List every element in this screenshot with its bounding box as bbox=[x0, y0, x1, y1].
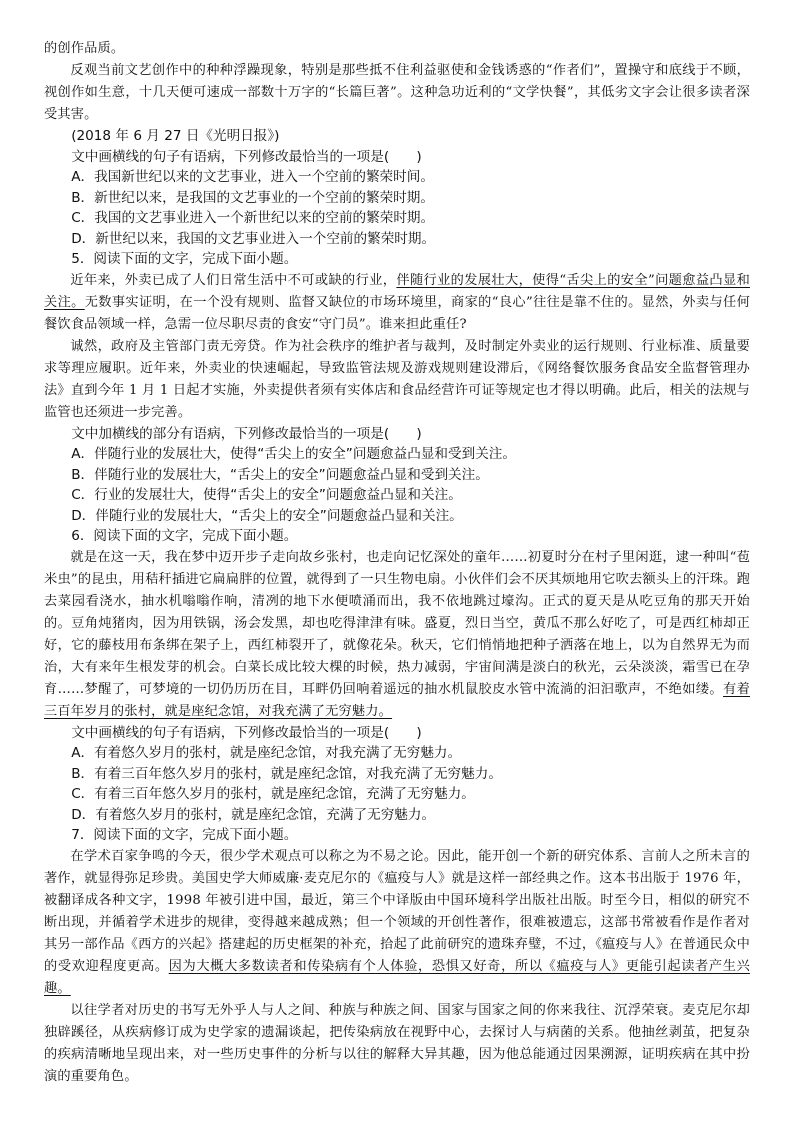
option-a: A．伴随行业的发展壮大，使得“舌尖上的安全”问题愈益凸显和受到关注。 bbox=[71, 446, 516, 462]
source-citation: (2018 年 6 月 27 日《光明日报》) bbox=[71, 128, 280, 144]
passage-paragraph bbox=[44, 270, 750, 336]
continuation-line: 的创作品质。 bbox=[44, 41, 125, 56]
passage-paragraph bbox=[44, 846, 750, 1000]
option-c: C．行业的发展壮大，使得“舌尖上的安全”问题愈益凸显和关注。 bbox=[71, 487, 462, 503]
passage-text: 就是在这一天，我在梦中迈开步子走向故乡张村，也走向记忆深处的童年……初夏时分在村子里闲逛，逮一种叫“苞米虫”的昆虫，用秸秆插进它扁扁胖的位置，就得到了一只生物电扇。小伙伴们会不厌其烦地用它吹去额头上的汗珠。跑去菜园看浇水，抽水机嗡嗡作响，清冽的地下水便喷涌而出，我不依地跳过壕沟。正式的夏天是从吃豆角的那天开始的。豆角炖猪肉，因为用铁锅，汤会发黑，却也吃得津津有味。盛夏，烈日当空，黄瓜不那么好吃了，可是西红柿却正好，它的藤枝用布条绑在架子上，西红柿裂开了，就像花朵。秋天，它们悄悄地把种子洒落在地上，以为自然界无为而治，大有来年生根发芽的机会。白菜长成比较大棵的时候，热力减弱，宇宙间满是淡白的秋光，云朵淡淡，霜雪已在孕育……梦醒了，可梦境的一切仍历历在目，耳畔仍回响着遥远的抽水机鼠胶皮水管中流淌的汩汩歌声，不绝如缕。 bbox=[44, 549, 750, 697]
underlined-sentence: 有着三百年岁月的张村，就是座纪念馆，对我充满了无穷魅力。 bbox=[44, 681, 751, 719]
option-c: C．有着三百年悠久岁月的张村，就是座纪念馆，充满了无穷魅力。 bbox=[71, 786, 475, 802]
underlined-sentence: 伴随行业的发展壮大，使得“舌尖上的安全”问题愈益凸显和关注。 bbox=[44, 272, 750, 310]
option-d: D．伴随行业的发展壮大，“舌尖上的安全”问题愈益凸显和关注。 bbox=[71, 507, 463, 524]
passage-paragraph: 反观当前文艺创作中的种种浮躁现象，特别是那些抵不住利益驱使和金钱诱惑的“作者们”，置操守和底线于不顾，视创作如生意，十几天便可速成一部数十万字的“长篇巨著”。这种急功近利的“文学快餐”，其低劣文字会让很多读者深受其害。 bbox=[44, 63, 750, 122]
underlined-sentence: 因为大概大多数读者和传染病有个人体验，恐惧又好奇，所以《瘟疫与人》更能引起读者产生兴趣。 bbox=[44, 958, 750, 996]
option-d: D．新世纪以来，我国的文艺事业进入一个空前的繁荣时期。 bbox=[71, 230, 436, 247]
passage-paragraph: 诚然，政府及主管部门责无旁贷。作为社会秩序的维护者与裁判，及时制定外卖业的运行规则、行业标准、质量要求等理应履职。近年来，外卖业的快速崛起，导致监管法规及游戏规则建设滞后，《网络餐饮服务食品安全监督管理办法》直到今年 1 月 1 日起才实施，外卖提供者须有实体店和食品经营许可证等规定也才得以明确。此后，相关的法规与监管也还须进一步完善。 bbox=[44, 338, 750, 420]
question-5-prompt: 文中加横线的部分有语病，下列修改最恰当的一项是( ) bbox=[71, 425, 422, 442]
question-4-prompt: 文中画横线的句子有语病，下列修改最恰当的一项是( ) bbox=[71, 148, 422, 165]
option-c: C．我国的文艺事业进入一个新世纪以来的空前的繁荣时期。 bbox=[71, 210, 435, 226]
question-7-heading: 7．阅读下面的文字，完成下面小题。 bbox=[71, 827, 298, 843]
passage-paragraph: 以往学者对历史的书写无外乎人与人之间、种族与种族之间、国家与国家之间的你来我往、沉浮荣衰。麦克尼尔却独辟蹊径，从疾病修订成为史学家的遗漏谈起，把传染病放在视野中心，去探讨人与病菌的关系。他抽丝剥茧，把复杂的疾病清晰地呈现出来，对一些历史事件的分析与以往的解释大异其趣，因为他总能通过因果溯源，证明疾病在其中扮演的重要角色。 bbox=[44, 1002, 750, 1084]
option-a: A．我国新世纪以来的文艺事业，进入一个空前的繁荣时间。 bbox=[71, 169, 434, 185]
option-b: B．有着三百年悠久岁月的张村，就是座纪念馆，对我充满了无穷魅力。 bbox=[71, 765, 502, 782]
passage-text: 无数事实证明，在一个没有规则、监督又缺位的市场环境里，商家的“良心”往往是靠不住的。显然，外卖与任何餐饮食品领域一样，急需一位尽职尽责的食安“守门员”。谁来担此重任? bbox=[44, 294, 750, 332]
option-b: B．伴随行业的发展壮大，“舌尖上的安全”问题愈益凸显和受到关注。 bbox=[71, 466, 489, 483]
passage-text: 在学术百家争鸣的今天，很少学术观点可以称之为不易之论。因此，能开创一个新的研究体系、言前人之所未言的著作，就显得弥足珍贵。美国史学大师威廉·麦克尼尔的《瘟疫与人》就是这样一部经典之作。这本书出版于 1976 年，被翻译成各种文字，1998 年被引进中国，最近，第三个中译版由中国环境科学出版社出版。时至今日，相似的研究不断出现，并循着学术进步的规律，变得越来越成熟；但一个领域的开创性著作，很难被遗忘，这部书常被看作是作者对其另一部作品《西方的兴起》搭建起的历史框架的补充，拾起了此前研究的遗珠弃璧，不过，《瘟疫与人》在普通民众中的受欢迎程度更高。 bbox=[44, 848, 750, 974]
passage-paragraph bbox=[44, 547, 750, 723]
option-d: D．有着悠久岁月的张村，就是座纪念馆，充满了无穷魅力。 bbox=[71, 806, 436, 823]
question-6-prompt: 文中画横线的句子有语病，下列修改最恰当的一项是( ) bbox=[71, 724, 422, 741]
option-b: B．新世纪以来，是我国的文艺事业的一个空前的繁荣时期。 bbox=[71, 189, 434, 206]
option-a: A．有着悠久岁月的张村，就是座纪念馆，对我充满了无穷魅力。 bbox=[71, 745, 462, 761]
passage-text: 近年来，外卖已成了人们日常生活中不可或缺的行业， bbox=[70, 272, 397, 288]
question-5-heading: 5．阅读下面的文字，完成下面小题。 bbox=[71, 251, 298, 267]
question-6-heading: 6．阅读下面的文字，完成下面小题。 bbox=[71, 528, 298, 544]
